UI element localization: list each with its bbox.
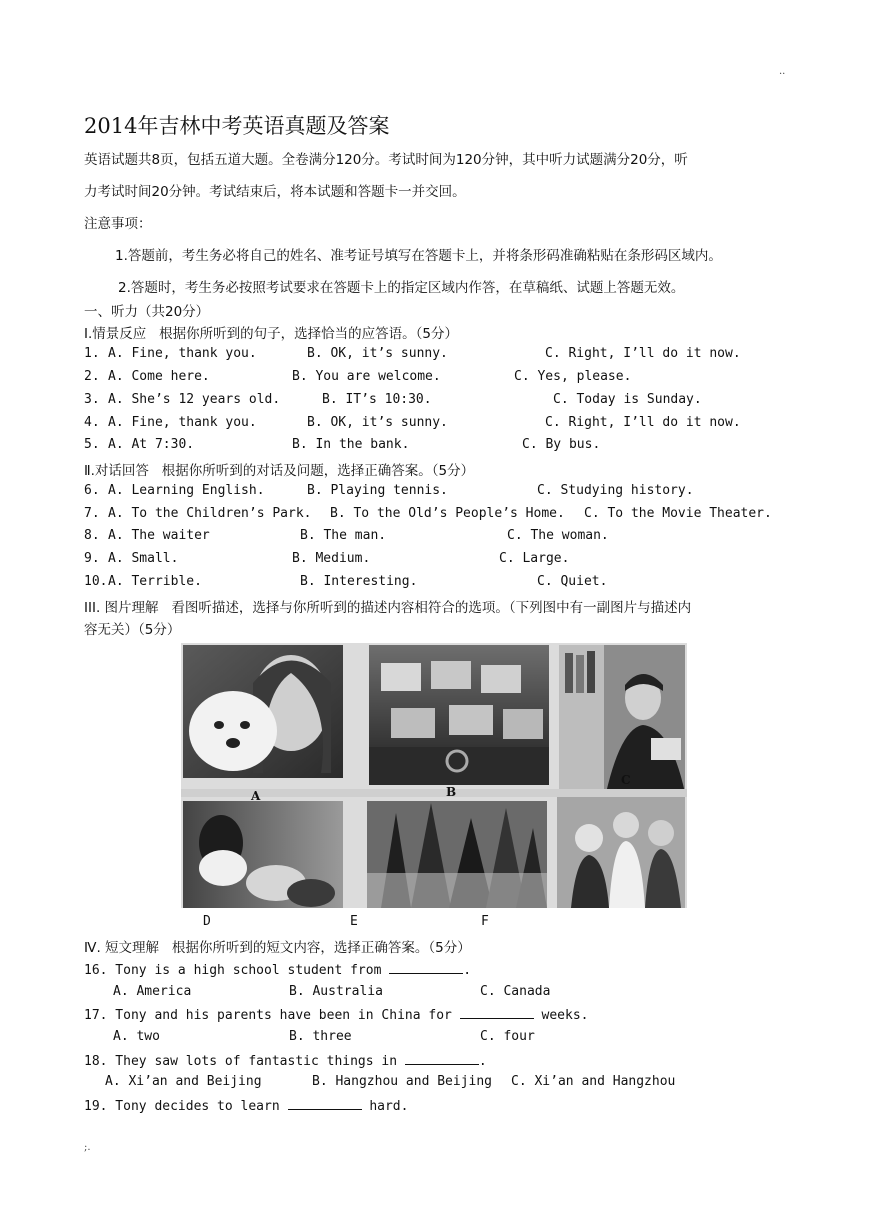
q16-stem-text: 16. Tony is a high school student from [84, 963, 390, 978]
q18-stem-text: 18. They saw lots of fantastic things in [84, 1054, 405, 1069]
q7-option-c: C. To the Movie Theater. [584, 506, 772, 521]
q9-option-b: B. Medium. [292, 551, 371, 566]
q7-option-b: B. To the Old’s People’s Home. [330, 506, 565, 521]
picture-collage [181, 643, 687, 908]
q6-option-c: C. Studying history. [537, 483, 694, 498]
photo-d [183, 801, 343, 908]
note-1: 1.答题前，考生务必将自己的姓名、准考证号填写在答题卡上，并将条形码准确粘贴在条形码区域内。 [115, 248, 722, 264]
q18-stem [84, 1052, 487, 1069]
q16-option-a: A. America [113, 984, 192, 999]
q18-stem-end: . [478, 1054, 487, 1069]
q19-stem-text: 19. Tony decides to learn [84, 1099, 288, 1114]
q7-option-a: A. To the Children’s Park. [108, 506, 312, 521]
intro-line-1: 英语试题共8页，包括五道大题。全卷满分120分。考试时间为120分钟，其中听力试题满分20分，听 [84, 152, 688, 168]
q19-blank [288, 1097, 362, 1110]
q3-option-b: B. IT’s 10:30. [322, 392, 432, 407]
photo-a [183, 645, 343, 778]
q2-option-c: C. Yes, please. [514, 369, 632, 384]
q5-number: 5. [84, 437, 100, 452]
q5-option-a: A. At 7:30. [108, 437, 195, 452]
picture-panel [181, 643, 687, 908]
section-heading-listening: 一、听力（共20分） [84, 304, 210, 320]
q1-number: 1. [84, 346, 100, 361]
part3-heading-line-1: III. 图片理解 看图听描述，选择与你所听到的描述内容相符合的选项。（下列图中有一副图片与描述内 [84, 600, 692, 616]
q2-number: 2. [84, 369, 100, 384]
q6-option-b: B. Playing tennis. [307, 483, 448, 498]
q19-stem [84, 1097, 408, 1114]
q16-stem-end: . [463, 963, 472, 978]
q9-option-c: C. Large. [499, 551, 570, 566]
q6-number: 6. [84, 483, 100, 498]
part1-heading: Ⅰ.情景反应 根据你所听到的句子，选择恰当的应答语。（5分） [84, 326, 458, 342]
picture-label-a: A [251, 789, 261, 803]
q16-option-c: C. Canada [480, 984, 551, 999]
q17-option-c: C. four [480, 1029, 535, 1044]
intro-line-2: 力考试时间20分钟。考试结束后，将本试题和答题卡一并交回。 [84, 184, 466, 200]
q10-number: 10. [84, 574, 108, 589]
q5-option-c: C. By bus. [522, 437, 601, 452]
photo-e [367, 801, 547, 908]
q9-number: 9. [84, 551, 100, 566]
q17-option-a: A. two [113, 1029, 160, 1044]
part4-heading: Ⅳ. 短文理解 根据你所听到的短文内容，选择正确答案。（5分） [84, 940, 471, 956]
q8-option-b: B. The man. [300, 528, 387, 543]
part2-heading: Ⅱ.对话回答 根据你所听到的对话及问题，选择正确答案。（5分） [84, 463, 475, 479]
q17-option-b: B. three [289, 1029, 352, 1044]
q17-blank [460, 1006, 534, 1019]
q17-stem-text: 17. Tony and his parents have been in China for [84, 1008, 460, 1023]
q18-blank [405, 1052, 479, 1065]
q7-number: 7. [84, 506, 100, 521]
photo-f [557, 793, 685, 908]
q5-option-b: B. In the bank. [292, 437, 410, 452]
footer-mark: ;. [84, 1142, 91, 1153]
picture-label-b: B [446, 785, 457, 799]
q4-option-c: C. Right, I’ll do it now. [545, 415, 741, 430]
q4-option-a: A. Fine, thank you. [108, 415, 257, 430]
q10-option-b: B. Interesting. [300, 574, 418, 589]
q1-option-a: A. Fine, thank you. [108, 346, 257, 361]
q1-option-c: C. Right, I’ll do it now. [545, 346, 741, 361]
q4-number: 4. [84, 415, 100, 430]
q18-option-a: A. Xi’an and Beijing [105, 1074, 262, 1089]
q3-option-a: A. She’s 12 years old. [108, 392, 281, 407]
photo-b [369, 645, 549, 785]
header-mark: .. [779, 66, 786, 77]
q16-stem [84, 961, 471, 978]
q6-option-a: A. Learning English. [108, 483, 265, 498]
q3-option-c: C. Today is Sunday. [553, 392, 702, 407]
picture-label-f: F [481, 914, 489, 929]
q19-stem-end: hard. [361, 1099, 409, 1114]
q16-blank [389, 961, 463, 974]
q16-option-b: B. Australia [289, 984, 383, 999]
q9-option-a: A. Small. [108, 551, 179, 566]
q17-stem-end: weeks. [533, 1008, 589, 1023]
q18-option-c: C. Xi’an and Hangzhou [511, 1074, 676, 1089]
q3-number: 3. [84, 392, 100, 407]
q2-option-b: B. You are welcome. [292, 369, 441, 384]
picture-label-d: D [203, 914, 211, 929]
q10-option-a: A. Terrible. [108, 574, 202, 589]
notes-heading: 注意事项： [84, 216, 152, 232]
page-title: 2014年吉林中考英语真题及答案 [84, 114, 390, 138]
q8-number: 8. [84, 528, 100, 543]
picture-label-c: C [621, 773, 631, 787]
part3-heading-line-2: 容无关）（5分） [84, 622, 181, 638]
photo-c [559, 645, 685, 793]
q2-option-a: A. Come here. [108, 369, 210, 384]
picture-label-e: E [350, 914, 358, 929]
q1-option-b: B. OK, it’s sunny. [307, 346, 448, 361]
q17-stem [84, 1006, 588, 1023]
q4-option-b: B. OK, it’s sunny. [307, 415, 448, 430]
note-2: 2.答题时，考生务必按照考试要求在答题卡上的指定区域内作答，在草稿纸、试题上答题无效。 [118, 280, 685, 296]
q10-option-c: C. Quiet. [537, 574, 608, 589]
q8-option-a: A. The waiter [108, 528, 210, 543]
q8-option-c: C. The woman. [507, 528, 609, 543]
q18-option-b: B. Hangzhou and Beijing [312, 1074, 493, 1089]
